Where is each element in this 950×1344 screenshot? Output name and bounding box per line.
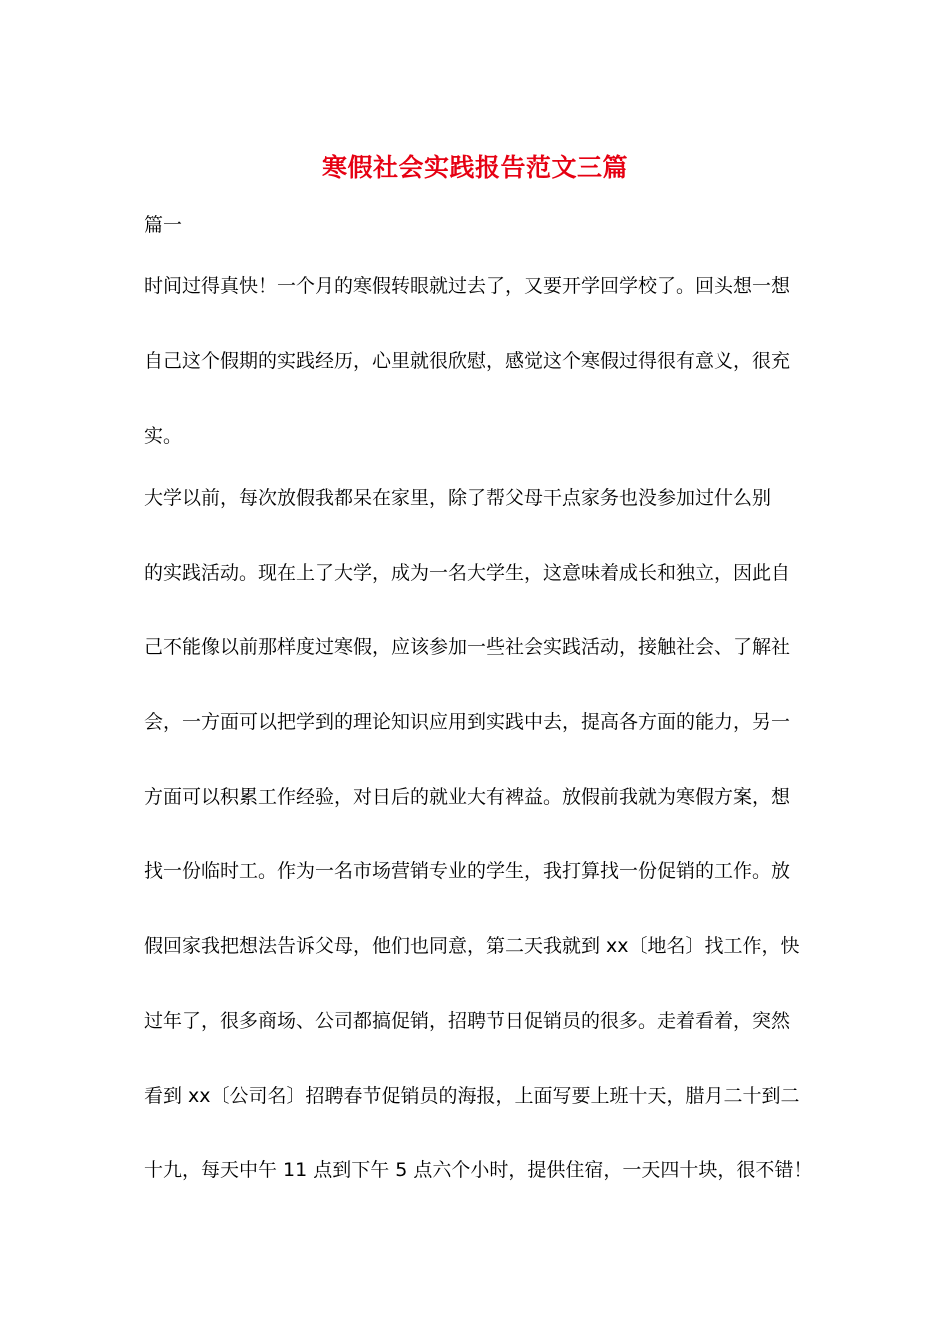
paragraph-line: 看到 xx〔公司名〕招聘春节促销员的海报，上面写要上班十天，腊月二十到二 (144, 1085, 800, 1107)
paragraph-line: 找一份临时工。作为一名市场营销专业的学生，我打算找一份促销的工作。放 (144, 860, 791, 882)
paragraph-line: 实。 (144, 425, 183, 447)
paragraph-line: 的实践活动。现在上了大学，成为一名大学生，这意味着成长和独立，因此自 (144, 562, 791, 584)
paragraph-line: 十九，每天中午 11 点到下午 5 点六个小时，提供住宿，一天四十块，很不错！ (144, 1159, 813, 1181)
paragraph-line: 方面可以积累工作经验，对日后的就业大有裨益。放假前我就为寒假方案，想 (144, 786, 791, 808)
paragraph-line: 会，一方面可以把学到的理论知识应用到实践中去，提高各方面的能力，另一 (144, 711, 791, 733)
paragraph-line: 假回家我把想法告诉父母，他们也同意，第二天我就到 xx〔地名〕找工作，快 (144, 935, 800, 957)
paragraph-line: 时间过得真快！一个月的寒假转眼就过去了，又要开学回学校了。回头想一想 (144, 275, 791, 297)
section-heading: 篇一 (144, 214, 183, 236)
paragraph-line: 己不能像以前那样度过寒假，应该参加一些社会实践活动，接触社会、了解社 (144, 636, 791, 658)
paragraph-line: 自己这个假期的实践经历，心里就很欣慰，感觉这个寒假过得很有意义，很充 (144, 350, 791, 372)
paragraph-line: 大学以前，每次放假我都呆在家里，除了帮父母干点家务也没参加过什么别 (144, 487, 772, 509)
document-title: 寒假社会实践报告范文三篇 (321, 153, 628, 182)
paragraph-line: 过年了，很多商场、公司都搞促销，招聘节日促销员的很多。走着看着，突然 (144, 1010, 791, 1032)
